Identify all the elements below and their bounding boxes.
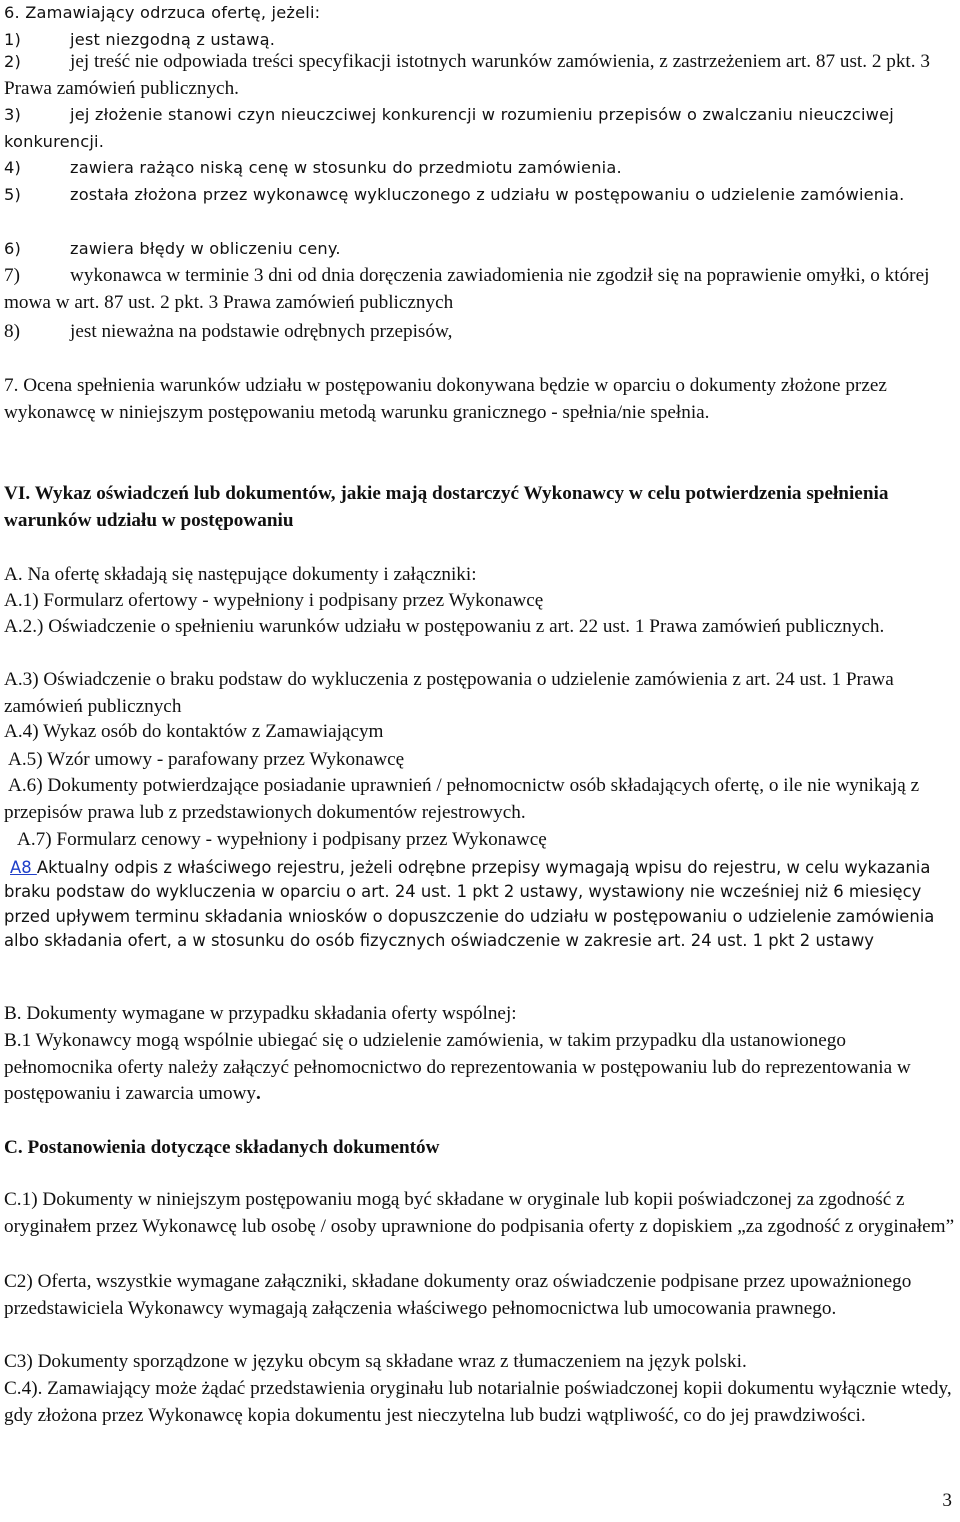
attachment-a1: A.1) Formularz ofertowy - wypełniony i podpisany przez Wykonawcę xyxy=(4,590,544,611)
list-item: 4) zawiera rażąco niską cenę w stosunku do przedmiotu zamówienia. xyxy=(4,158,622,177)
section-7-paragraph: 7. Ocena spełnienia warunków udziału w postępowaniu dokonywana będzie w oparciu o dokumenty złożone przez wykonawcę w niniejszym postępowaniu metodą warunku granicznego - spełnia/nie spełnia. xyxy=(4,375,887,423)
section-c4-paragraph: C.4). Zamawiający może żądać przedstawienia oryginału lub notarialnie poświadczonej kopii dokumentu wyłącznie wtedy, gdy złożona przez Wykonawcę kopia dokumentu jest nieczytelna lub budzi wątpliwość, co do jej prawdziwości. xyxy=(4,1378,952,1426)
list-item: 6) zawiera błędy w obliczeniu ceny. xyxy=(4,239,341,258)
section-c3-paragraph: C3) Dokumenty sporządzone w języku obcym są składane wraz z tłumaczeniem na język polski. xyxy=(4,1351,747,1372)
attachment-a5: A.5) Wzór umowy - parafowany przez Wykonawcę xyxy=(8,749,405,770)
section-c1-paragraph: C.1) Dokumenty w niniejszym postępowaniu mogą być składane w oryginale lub kopii poświadczonej za zgodność z oryginałem przez Wykonawcę lub osobę / osoby uprawnione do podpisania oferty z dopiskiem „za zgodność z oryginałem” xyxy=(4,1189,955,1237)
page-number: 3 xyxy=(942,1490,952,1511)
section-b1-paragraph: B.1 Wykonawcy mogą wspólnie ubiegać się o udzielenie zamówienia, w takim przypadku dla ustanowionego pełnomocnika oferty należy załączyć pełnomocnictwo do reprezentowania w postępowaniu lub do reprezentowania w postępowaniu i zawarcia umowy. xyxy=(4,1030,911,1104)
section-6-header: 6. Zamawiający odrzuca ofertę, jeżeli: xyxy=(4,3,321,22)
list-item: 8) jest nieważna na podstawie odrębnych przepisów, xyxy=(4,321,453,342)
section-a-header: A. Na ofertę składają się następujące dokumenty i załączniki: xyxy=(4,564,477,585)
list-item: 5) została złożona przez wykonawcę wykluczonego z udziału w postępowaniu o udzielenie zamówienia. xyxy=(4,185,905,204)
list-item: 1) jest niezgodną z ustawą. xyxy=(4,29,276,49)
attachment-a2: A.2.) Oświadczenie o spełnieniu warunków udziału w postępowaniu z art. 22 ust. 1 Prawa zamówień publicznych. xyxy=(4,616,885,637)
section-c-heading: C. Postanowienia dotyczące składanych dokumentów xyxy=(4,1137,440,1158)
list-item: 7) wykonawca w terminie 3 dni od dnia doręczenia zawiadomienia nie zgodził się na poprawienie omyłki, o której mowa w art. 87 ust. 2 pkt. 3 Prawa zamówień publicznych xyxy=(4,265,930,313)
list-item: 3) jej złożenie stanowi czyn nieuczciwej konkurencji w rozumieniu przepisów o zwalczaniu nieuczciwej konkurencji. xyxy=(4,105,894,151)
attachment-a3: A.3) Oświadczenie o braku podstaw do wykluczenia z postępowania o udzielenie zamówienia z art. 24 ust. 1 Prawa zamówień publicznych xyxy=(4,669,894,717)
attachment-a4: A.4) Wykaz osób do kontaktów z Zamawiającym xyxy=(4,721,384,742)
a8-link[interactable]: A8 xyxy=(10,858,37,877)
attachment-a6: A.6) Dokumenty potwierdzające posiadanie uprawnień / pełnomocnictw osób składających ofertę, o ile nie wynikają z przepisów prawa lub z przedstawionych dokumentów rejestrowych. xyxy=(4,775,920,823)
section-c2-paragraph: C2) Oferta, wszystkie wymagane załączniki, składane dokumenty oraz oświadczenie podpisane przez upoważnionego przedstawiciela Wykonawcy wymagają załączenia właściwego pełnomocnictwa lub umocowania prawnego. xyxy=(4,1271,912,1319)
attachment-a8: A8 Aktualny odpis z właściwego rejestru, jeżeli odrębne przepisy wymagają wpisu do rejestru, w celu wykazania braku podstaw do wykluczenia w oparciu o art. 24 ust. 1 pkt 2 ustawy, wystawiony nie wcześniej niż 6 miesięcy przed upływem terminu składania wniosków o dopuszczenie do udziału w postępowaniu o udzielenie zamówienia albo składania ofert, a w stosunku do osób fizycznych oświadczenie w zakresie art. 24 ust. 1 pkt 2 ustawy xyxy=(4,858,935,950)
attachment-a7: A.7) Formularz cenowy - wypełniony i podpisany przez Wykonawcę xyxy=(17,829,547,850)
list-item: 2) jej treść nie odpowiada treści specyfikacji istotnych warunków zamówienia, z zastrzeżeniem art. 87 ust. 2 pkt. 3 Prawa zamówień publicznych. xyxy=(4,51,930,99)
section-vi-heading: VI. Wykaz oświadczeń lub dokumentów, jakie mają dostarczyć Wykonawcy w celu potwierdzenia spełnienia warunków udziału w postępowaniu xyxy=(4,483,889,531)
section-b-header: B. Dokumenty wymagane w przypadku składania oferty wspólnej: xyxy=(4,1003,517,1024)
